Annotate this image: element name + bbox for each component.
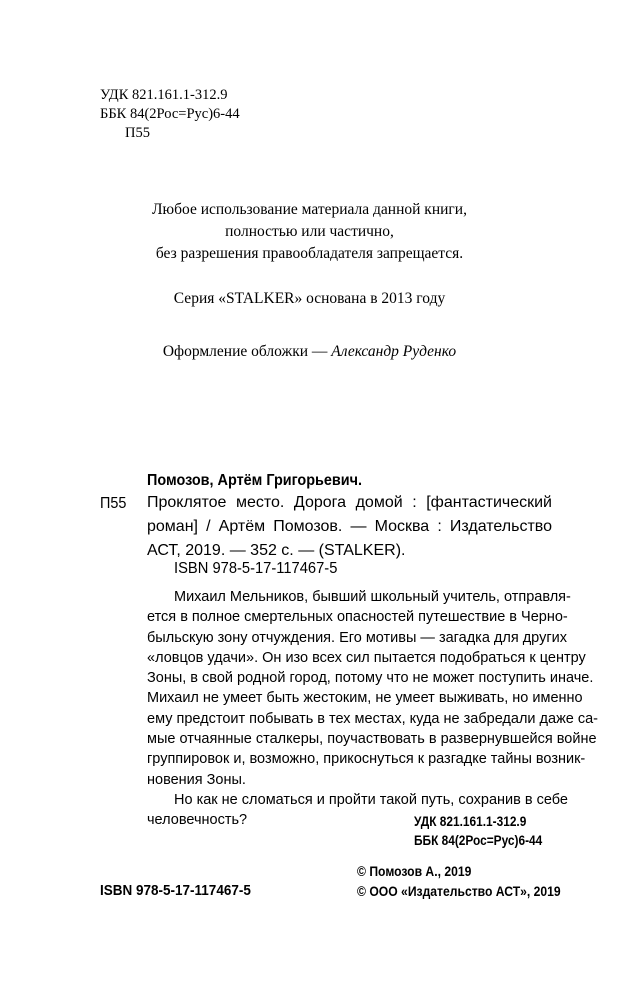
annotation-line: ему предстоит побывать в тех местах, куда не забредали даже са- — [147, 710, 599, 727]
bbk-code: ББК 84(2Рос=Рус)6-44 — [100, 106, 240, 122]
udk-code: УДК 821.161.1-312.9 — [100, 87, 228, 103]
copyright-author: © Помозов А., 2019 — [357, 864, 472, 879]
notice-line: Любое использование материала данной книги, — [152, 201, 467, 218]
cover-designer-name: Александр Руденко — [331, 343, 457, 360]
annotation-line: Михаил Мельников, бывший школьный учитель, отправля- — [174, 589, 571, 605]
header-classification-codes — [100, 86, 240, 143]
copyright-publisher: © ООО «Издательство АСТ», 2019 — [357, 883, 561, 899]
annotation-line: человечность? — [147, 812, 248, 829]
series-info: Серия «STALKER» основана в 2013 году — [173, 290, 446, 307]
bib-line: роман] / Артём Помозов. — Москва : Издательство — [147, 518, 552, 535]
footer-udk-code: УДК 821.161.1-312.9 — [414, 814, 527, 829]
bib-line: Проклятое место. Дорога домой : [фантастический — [147, 494, 552, 511]
author-mark: П55 — [125, 125, 150, 141]
annotation-line: ется в полное смертельных опасностей путешествие в Черно- — [147, 609, 568, 626]
annotation-line: «ловцов удачи». Он изо всех сил пытается подобраться к центру — [147, 649, 586, 666]
annotation-line: новения Зоны. — [147, 771, 246, 788]
annotation-line: Михаил не умеет быть жестоким, не умеет выживать, но именно — [147, 690, 583, 707]
notice-line: полностью или частично, — [225, 223, 394, 240]
cover-design-credit — [0, 343, 619, 361]
cover-design-label: Оформление обложки — — [162, 343, 332, 360]
annotation — [147, 587, 599, 831]
footer-bbk-code: ББК 84(2Рос=Рус)6-44 — [414, 833, 543, 848]
footer-classification-codes — [414, 812, 542, 850]
annotation-line: Но как не сломаться и пройти такой путь, сохранив в себе — [174, 791, 568, 808]
annotation-line: группировок и, возможно, прикоснуться к разгадке тайны возник- — [147, 751, 586, 768]
catalog-author: Помозов, Артём Григорьевич. — [147, 472, 363, 489]
copyright-lines — [357, 862, 561, 901]
catalog-isbn: ISBN 978-5-17-117467-5 — [174, 560, 338, 577]
annotation-line: мые отчаянные сталкеры, поучаствовать в развернувшейся войне — [147, 731, 597, 748]
footer-isbn: ISBN 978-5-17-117467-5 — [100, 882, 251, 899]
annotation-line: быльскую зону отчуждения. Его мотивы — загадка для других — [147, 629, 567, 646]
bibliographic-description — [147, 491, 552, 563]
copyright-notice — [0, 199, 619, 265]
notice-line: без разрешения правообладателя запрещается. — [155, 245, 464, 262]
bib-line: АСТ, 2019. — 352 с. — (STALKER). — [147, 542, 406, 559]
catalog-author-mark: П55 — [100, 495, 127, 512]
annotation-line: Зоны, в свой родной город, потому что не может поступить иначе. — [147, 670, 594, 687]
